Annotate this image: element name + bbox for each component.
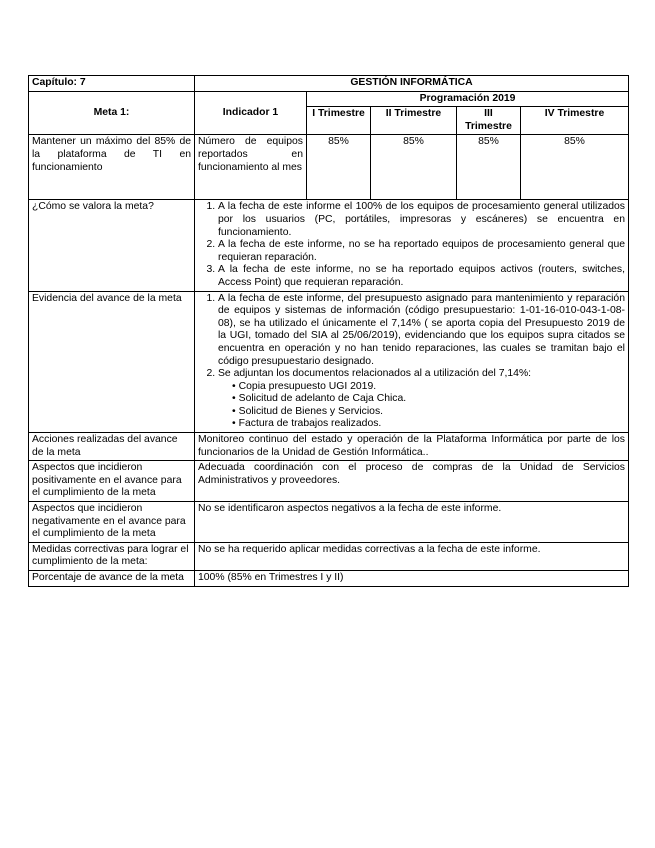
list-item: 1. A la fecha de este informe, del presupuesto asignado para mantenimiento y reparación de equipos y sistemas de información (código presupuestario: 1-01-16-010-043-1-08-08), se ha utilizado el únicamente el 7,14% ( se aporta copia del Presupuesto 2019 de la UGI, tomado del SIA al 25/06/2019), evidenciando que los equipos supra citados se encuentra en operación y no han tenido reparaciones, las cuales se tramitan bajo el código presupuestario designado. xyxy=(218,293,625,369)
positive-aspects-row xyxy=(29,461,629,502)
attachment-list xyxy=(218,381,625,431)
attachment-item: • Solicitud de Bienes y Servicios. xyxy=(232,406,625,419)
goal-column-header: Meta 1: xyxy=(29,91,195,135)
list-item xyxy=(218,368,625,431)
indicator-column-header: Indicador 1 xyxy=(195,91,307,135)
quarter-header-1: I Trimestre xyxy=(307,107,371,135)
chapter-label: Capítulo: 7 xyxy=(29,76,195,92)
quarter-header-2: II Trimestre xyxy=(371,107,457,135)
negative-aspects-label: Aspectos que incidieron negativamente en el avance para el cumplimiento de la meta xyxy=(29,502,195,543)
goal-text: Mantener un máximo del 85% de la plataforma de TI en funcionamiento xyxy=(29,135,195,200)
chapter-row xyxy=(29,76,629,92)
progress-percentage-label: Porcentaje de avance de la meta xyxy=(29,571,195,587)
how-valued-list xyxy=(198,201,625,289)
attachment-item: • Solicitud de adelanto de Caja Chica. xyxy=(232,393,625,406)
quarter-value-4: 85% xyxy=(521,135,629,200)
how-valued-row xyxy=(29,200,629,291)
how-valued-label: ¿Cómo se valora la meta? xyxy=(29,200,195,291)
quarter-header-3: III Trimestre xyxy=(457,107,521,135)
corrective-measures-value: No se ha requerido aplicar medidas correctivas a la fecha de este informe. xyxy=(195,542,629,570)
quarter-header-4: IV Trimestre xyxy=(521,107,629,135)
evidence-list xyxy=(198,293,625,432)
quarter-value-1: 85% xyxy=(307,135,371,200)
evidence-content xyxy=(195,291,629,433)
attachment-item: • Factura de trabajos realizados. xyxy=(232,418,625,431)
section-title: GESTIÓN INFORMÁTICA xyxy=(195,76,629,92)
quarter-value-3: 85% xyxy=(457,135,521,200)
actions-row xyxy=(29,433,629,461)
attachment-item: • Copia presupuesto UGI 2019. xyxy=(232,381,625,394)
list-item: 1. A la fecha de este informe el 100% de los equipos de procesamiento general utilizados por los usuarios (PC, portátiles, impresoras y escáneres) se encuentra en funcionamiento. xyxy=(218,201,625,239)
corrective-measures-label: Medidas correctivas para lograr el cumplimiento de la meta: xyxy=(29,542,195,570)
list-item: 3. A la fecha de este informe, no se ha reportado equipos activos (routers, switches, Access Point) que requieran reparación. xyxy=(218,264,625,289)
goal-report-table xyxy=(28,75,629,587)
programming-row xyxy=(29,91,629,107)
quarter-value-2: 85% xyxy=(371,135,457,200)
progress-percentage-row xyxy=(29,571,629,587)
programming-header: Programación 2019 xyxy=(307,91,629,107)
goal-report-document xyxy=(28,75,628,587)
actions-value: Monitoreo continuo del estado y operación de la Plataforma Informática por parte de los funcionarios de la Unidad de Gestión Informática.. xyxy=(195,433,629,461)
positive-aspects-value: Adecuada coordinación con el proceso de compras de la Unidad de Servicios Administrativos y proveedores. xyxy=(195,461,629,502)
evidence-row xyxy=(29,291,629,433)
negative-aspects-row xyxy=(29,502,629,543)
corrective-measures-row xyxy=(29,542,629,570)
list-item: 2. A la fecha de este informe, no se ha reportado equipos de procesamiento general que requieran reparación. xyxy=(218,239,625,264)
indicator-text: Número de equipos reportados en funcionamiento al mes xyxy=(195,135,307,200)
evidence-label: Evidencia del avance de la meta xyxy=(29,291,195,433)
positive-aspects-label: Aspectos que incidieron positivamente en el avance para el cumplimiento de la meta xyxy=(29,461,195,502)
negative-aspects-value: No se identificaron aspectos negativos a la fecha de este informe. xyxy=(195,502,629,543)
progress-percentage-value: 100% (85% en Trimestres I y II) xyxy=(195,571,629,587)
how-valued-content xyxy=(195,200,629,291)
evidence-attachments-intro: Se adjuntan los documentos relacionados al a utilización del 7,14%: xyxy=(218,368,532,380)
goal-row xyxy=(29,135,629,200)
actions-label: Acciones realizadas del avance de la meta xyxy=(29,433,195,461)
